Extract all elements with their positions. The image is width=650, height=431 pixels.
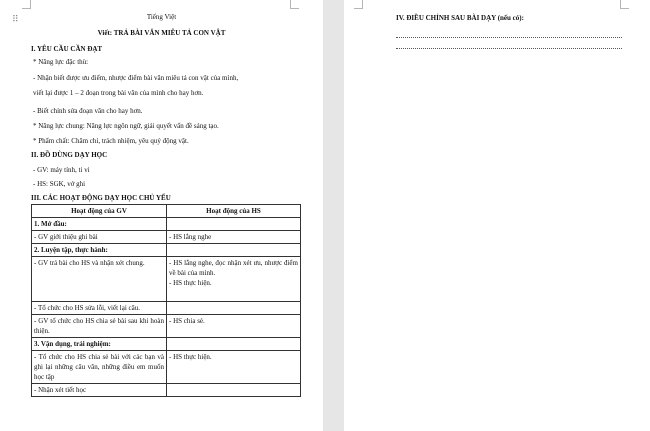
text-line: - Biết chỉnh sửa đoạn văn cho hay hơn. xyxy=(33,107,143,115)
document-page-2[interactable] xyxy=(344,0,650,431)
section-heading-1: I. YÊU CẦU CẦN ĐẠT xyxy=(31,45,103,53)
crop-mark xyxy=(290,0,299,9)
crop-mark xyxy=(354,0,363,9)
table-cell: - Tổ chức cho HS chia sẻ bài với các bạn và ghi lại những câu văn, những điều em muốn học tập xyxy=(32,351,167,384)
table-section-row xyxy=(32,218,301,231)
text-line: - Nhận biết được ưu điểm, nhược điểm bài văn miêu tả con vật của mình, xyxy=(33,74,239,82)
text-line: * Năng lực đặc thù: xyxy=(33,58,89,66)
table-header-hs: Hoạt động của HS xyxy=(167,205,301,218)
table-cell xyxy=(167,302,301,315)
section-heading-3: III. CÁC HOẠT ĐỘNG DẠY HỌC CHỦ YẾU xyxy=(31,194,171,202)
table-cell: - GV tổ chức cho HS chia sẻ bài sau khi hoàn thiện. xyxy=(32,315,167,338)
drag-handle-icon[interactable]: ⠿ xyxy=(12,15,19,25)
table-header-gv: Hoạt động của GV xyxy=(32,205,167,218)
table-cell: 1. Mở đầu: xyxy=(32,218,167,231)
lesson-title: Viết: TRẢ BÀI VĂN MIÊU TẢ CON VẬT xyxy=(97,29,226,37)
table-cell: - Tổ chức cho HS sửa lỗi, viết lại câu. xyxy=(32,302,167,315)
cell-text: - HS thực hiện. xyxy=(169,279,212,287)
table-cell xyxy=(167,244,301,257)
page-gap xyxy=(323,0,344,431)
activities-table xyxy=(31,204,301,397)
table-row xyxy=(32,257,301,302)
crop-mark xyxy=(620,0,629,9)
text-line: viết lại được 1 – 2 đoạn trong bài văn của mình cho hay hơn. xyxy=(33,89,204,97)
table-cell: 3. Vận dụng, trải nghiệm: xyxy=(32,338,167,351)
text-line: * Năng lực chung: Năng lực ngôn ngữ, giải quyết vấn đề sáng tạo. xyxy=(33,122,219,130)
table-cell xyxy=(167,384,301,397)
table-row xyxy=(32,384,301,397)
subject-line: Tiếng Việt xyxy=(146,13,177,21)
text-line: * Phẩm chất: Chăm chỉ, trách nhiệm, yêu quý động vật. xyxy=(33,137,189,145)
table-section-row xyxy=(32,244,301,257)
text-line: - HS: SGK, vở ghi xyxy=(33,180,86,188)
crop-mark xyxy=(22,0,31,9)
table-cell: - GV trả bài cho HS và nhận xét chung. xyxy=(32,257,167,302)
text-line: - GV: máy tính, ti vi xyxy=(33,166,90,174)
table-cell: - GV giới thiệu ghi bài xyxy=(32,231,167,244)
table-row xyxy=(32,351,301,384)
table-cell: - HS lắng nghe xyxy=(167,231,301,244)
table-cell xyxy=(167,338,301,351)
table-row xyxy=(32,302,301,315)
table-cell: 2. Luyện tập, thực hành: xyxy=(32,244,167,257)
dotted-line xyxy=(396,37,622,38)
document-page-1[interactable] xyxy=(0,0,323,431)
table-cell: - Nhận xét tiết học xyxy=(32,384,167,397)
table-section-row xyxy=(32,338,301,351)
dotted-line xyxy=(396,48,622,49)
table-row xyxy=(32,231,301,244)
section-heading-2: II. ĐỒ DÙNG DẠY HỌC xyxy=(31,151,108,159)
table-cell: - HS thực hiện. xyxy=(167,351,301,384)
table-row xyxy=(32,315,301,338)
table-cell: - HS chia sẻ. xyxy=(167,315,301,338)
cell-text: - HS lắng nghe, đọc nhận xét ưu, nhược điểm về bài của mình. xyxy=(169,259,298,277)
table-cell xyxy=(167,218,301,231)
adjustment-heading: IV. ĐIỀU CHỈNH SAU BÀI DẠY (nếu có): xyxy=(396,14,524,22)
table-cell xyxy=(167,257,301,302)
